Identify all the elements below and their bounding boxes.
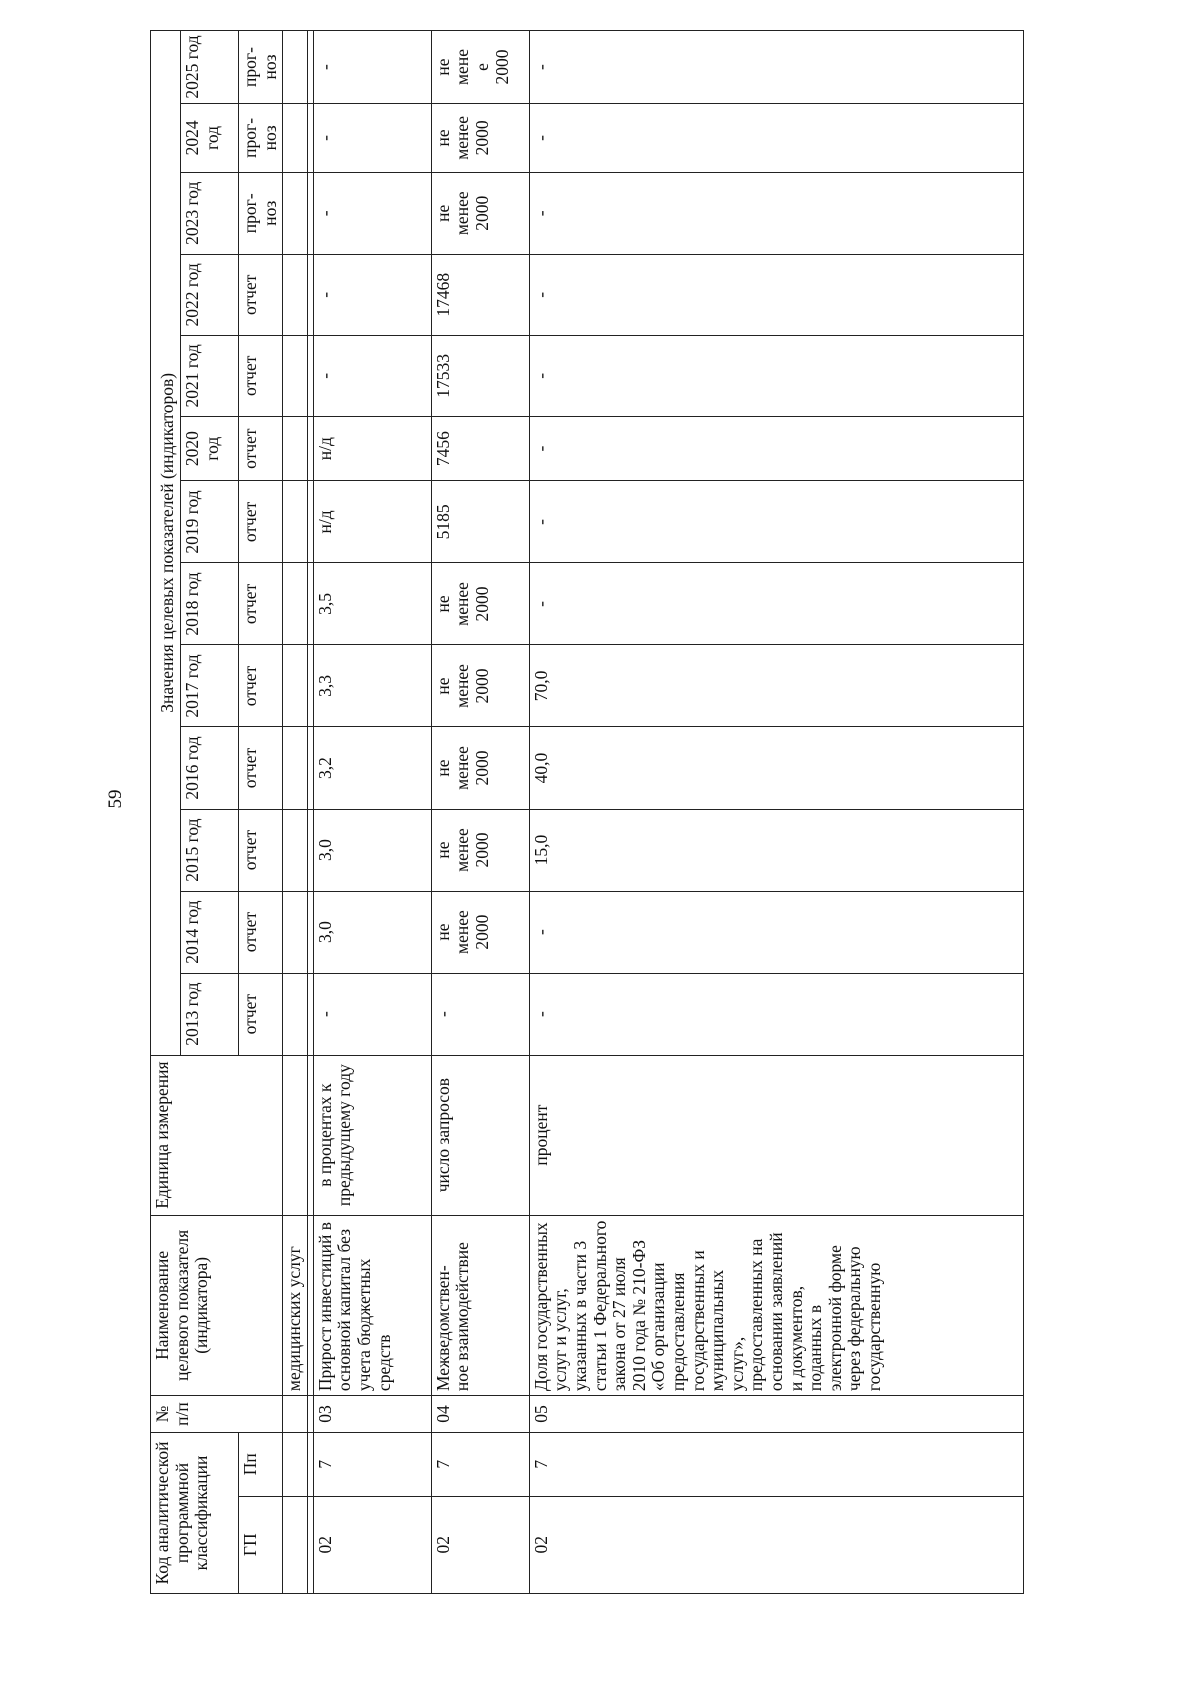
header-year: 2022 год bbox=[181, 254, 239, 335]
cell-unit: процент bbox=[529, 1055, 1023, 1215]
header-year: 2025 год bbox=[181, 31, 239, 104]
header-type: отчет bbox=[239, 416, 283, 481]
cell-value: - bbox=[529, 254, 1023, 335]
header-year: 2023 год bbox=[181, 172, 239, 254]
header-year: 2017 год bbox=[181, 645, 239, 727]
cell-value: - bbox=[529, 172, 1023, 254]
table-row bbox=[431, 31, 529, 1594]
cell-pp: 7 bbox=[431, 1432, 529, 1496]
header-unit: Единица измерения bbox=[151, 1055, 283, 1215]
header-values-group: Значения целевых показателей (индикаторов) bbox=[151, 31, 181, 1056]
cell-value: - bbox=[529, 31, 1023, 104]
cell-value: - bbox=[529, 335, 1023, 416]
cell-value: не мене е 2000 bbox=[431, 31, 529, 104]
cell-value: не менее 2000 bbox=[431, 809, 529, 891]
header-type: прог- ноз bbox=[239, 104, 283, 173]
cell-value: не менее 2000 bbox=[431, 104, 529, 173]
cell-value: 3,3 bbox=[313, 645, 431, 727]
header-code-group: Код аналитической программной классификации bbox=[151, 1432, 239, 1593]
header-type: отчет bbox=[239, 973, 283, 1055]
header-year: 2013 год bbox=[181, 973, 239, 1055]
cell-value: не менее 2000 bbox=[431, 563, 529, 645]
cell-value: не менее 2000 bbox=[431, 645, 529, 727]
header-type: отчет bbox=[239, 254, 283, 335]
continuation-row bbox=[283, 31, 308, 1594]
cell-value: - bbox=[529, 104, 1023, 173]
header-num: № п/п bbox=[151, 1396, 283, 1433]
cell-value: 3,2 bbox=[313, 727, 431, 809]
cell-value: - bbox=[313, 254, 431, 335]
header-type: отчет bbox=[239, 727, 283, 809]
header-type: прог- ноз bbox=[239, 31, 283, 104]
cell-value: 3,0 bbox=[313, 809, 431, 891]
cell-value: - bbox=[529, 416, 1023, 481]
cell-value: 5185 bbox=[431, 481, 529, 563]
table-row bbox=[313, 31, 431, 1594]
header-year: 2024 год bbox=[181, 104, 239, 173]
cell-num: 03 bbox=[313, 1396, 431, 1433]
header-row-1 bbox=[151, 31, 181, 1594]
cell-unit: в процентах к предыдущему году bbox=[313, 1055, 431, 1215]
cell-value: 40,0 bbox=[529, 727, 1023, 809]
header-year: 2015 год bbox=[181, 809, 239, 891]
cell-value: 70,0 bbox=[529, 645, 1023, 727]
rotated-table-area bbox=[150, 30, 1062, 1594]
cell-value: н/д bbox=[313, 481, 431, 563]
cell-pp: 7 bbox=[313, 1432, 431, 1496]
cell-value: 15,0 bbox=[529, 809, 1023, 891]
table-row bbox=[529, 31, 1023, 1594]
page-number: 59 bbox=[105, 789, 126, 809]
cell-value: не менее 2000 bbox=[431, 891, 529, 973]
header-type: отчет bbox=[239, 335, 283, 416]
cell-value: - bbox=[313, 973, 431, 1055]
cell-value: не менее 2000 bbox=[431, 727, 529, 809]
cell-value: - bbox=[529, 563, 1023, 645]
cell-value: - bbox=[313, 335, 431, 416]
cell-value: не менее 2000 bbox=[431, 172, 529, 254]
cell-value: - bbox=[313, 172, 431, 254]
header-gp: ГП bbox=[239, 1496, 283, 1593]
header-name: Наименование целевого показателя (индикатора) bbox=[151, 1215, 283, 1395]
cell-value: 7456 bbox=[431, 416, 529, 481]
header-type: отчет bbox=[239, 481, 283, 563]
cell-unit: число запросов bbox=[431, 1055, 529, 1215]
cell-value: - bbox=[529, 481, 1023, 563]
cell-value: - bbox=[529, 891, 1023, 973]
header-year: 2021 год bbox=[181, 335, 239, 416]
header-type: отчет bbox=[239, 645, 283, 727]
cell-num: 05 bbox=[529, 1396, 1023, 1433]
cell-value: 3,5 bbox=[313, 563, 431, 645]
cell-num: 04 bbox=[431, 1396, 529, 1433]
cell-name: Доля государственных услуг и услуг, указанных в части 3 статьи 1 Федерального закона от 27 июля 2010 года № 210-ФЗ «Об организации предоставления государственных и муниципальных услуг», предоставленных на основании заявлений и документов, поданных в электронной форме через федеральную государственную bbox=[529, 1215, 1023, 1395]
header-year: 2018 год bbox=[181, 563, 239, 645]
cell-value: 3,0 bbox=[313, 891, 431, 973]
header-year: 2014 год bbox=[181, 891, 239, 973]
cell-value: 17468 bbox=[431, 254, 529, 335]
cell-pp: 7 bbox=[529, 1432, 1023, 1496]
cell-value: - bbox=[529, 973, 1023, 1055]
continuation-text: медицинских услуг bbox=[283, 1215, 308, 1395]
cell-value: н/д bbox=[313, 416, 431, 481]
cell-value: - bbox=[431, 973, 529, 1055]
header-type: отчет bbox=[239, 809, 283, 891]
cell-value: 17533 bbox=[431, 335, 529, 416]
cell-name: Межведомствен- ное взаимодействие bbox=[431, 1215, 529, 1395]
header-pp: Пп bbox=[239, 1432, 283, 1496]
header-year: 2016 год bbox=[181, 727, 239, 809]
cell-value: - bbox=[313, 104, 431, 173]
cell-gp: 02 bbox=[529, 1496, 1023, 1593]
cell-value: - bbox=[313, 31, 431, 104]
cell-gp: 02 bbox=[313, 1496, 431, 1593]
indicators-table bbox=[150, 30, 1024, 1594]
header-year: 2020 год bbox=[181, 416, 239, 481]
header-year: 2019 год bbox=[181, 481, 239, 563]
cell-name: Прирост инвестиций в основной капитал без учета бюджетных средств bbox=[313, 1215, 431, 1395]
header-type: прог- ноз bbox=[239, 172, 283, 254]
cell-gp: 02 bbox=[431, 1496, 529, 1593]
header-type: отчет bbox=[239, 891, 283, 973]
header-type: отчет bbox=[239, 563, 283, 645]
